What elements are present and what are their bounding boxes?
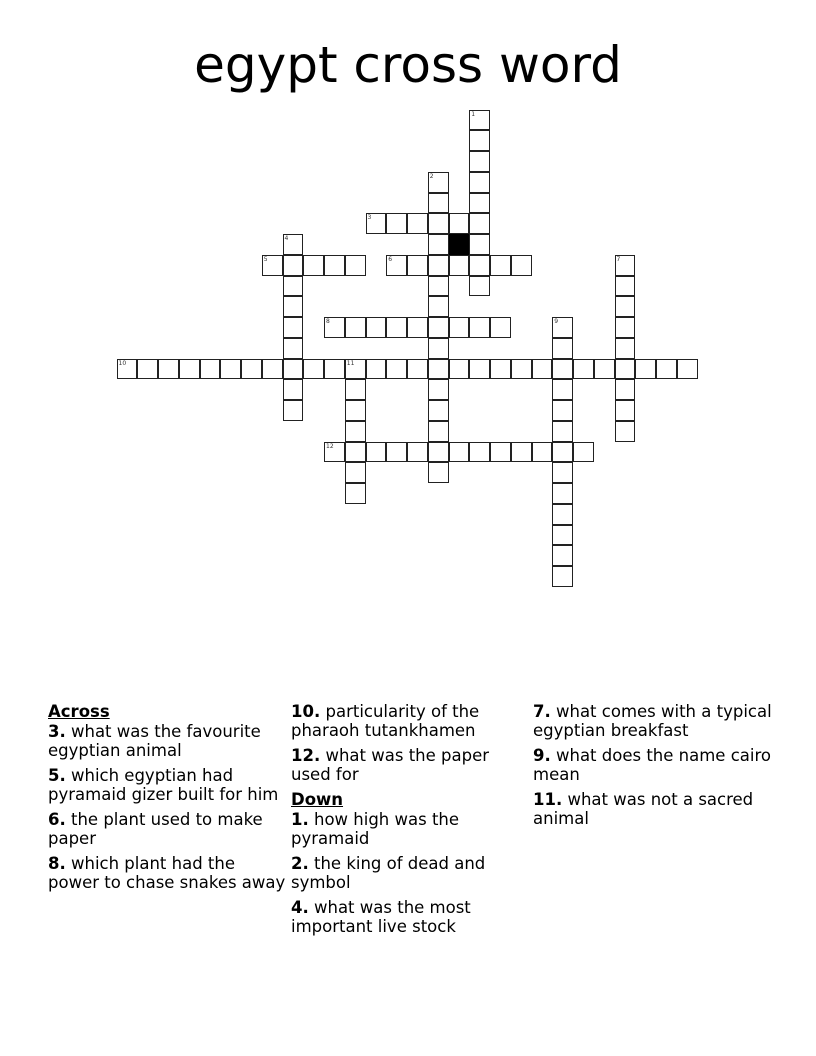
grid-cell[interactable]	[552, 462, 573, 483]
grid-cell[interactable]	[511, 255, 532, 276]
grid-cell[interactable]	[511, 359, 532, 380]
grid-cell[interactable]	[677, 359, 698, 380]
grid-cell[interactable]	[200, 359, 221, 380]
grid-cell[interactable]	[386, 442, 407, 463]
grid-cell[interactable]	[469, 359, 490, 380]
grid-cell[interactable]	[386, 255, 407, 276]
clue-text: the plant used to make paper	[48, 810, 263, 848]
clue-text: how high was the pyramaid	[291, 810, 460, 848]
grid-cell[interactable]	[511, 442, 532, 463]
grid-cell[interactable]	[366, 359, 387, 380]
grid-cell[interactable]	[283, 255, 304, 276]
grid-cell[interactable]	[469, 193, 490, 214]
clue-text: what was the paper used for	[291, 746, 490, 784]
grid-cell[interactable]	[303, 255, 324, 276]
clue-text: the king of dead and symbol	[291, 854, 486, 892]
grid-cell[interactable]	[407, 255, 428, 276]
grid-cell[interactable]	[552, 400, 573, 421]
clue-down-9	[533, 746, 773, 784]
grid-cell[interactable]	[345, 379, 366, 400]
grid-cell[interactable]	[552, 359, 573, 380]
grid-cell[interactable]	[428, 442, 449, 463]
grid-cell[interactable]	[490, 255, 511, 276]
grid-cell[interactable]	[262, 359, 283, 380]
clue-number: 5.	[48, 766, 66, 785]
grid-cell[interactable]	[283, 359, 304, 380]
clue-column-1	[48, 702, 288, 898]
cell-number: 6	[388, 255, 393, 263]
grid-cell[interactable]	[469, 151, 490, 172]
grid-cell[interactable]	[324, 255, 345, 276]
grid-cell[interactable]	[552, 338, 573, 359]
grid-cell[interactable]	[552, 421, 573, 442]
grid-cell[interactable]	[552, 525, 573, 546]
grid-cell[interactable]	[428, 193, 449, 214]
clue-across-6	[48, 810, 288, 848]
grid-cell[interactable]	[469, 130, 490, 151]
grid-cell[interactable]	[428, 338, 449, 359]
grid-cell[interactable]	[615, 379, 636, 400]
grid-cell[interactable]	[407, 213, 428, 234]
grid-cell[interactable]	[345, 400, 366, 421]
grid-cell[interactable]	[532, 442, 553, 463]
grid-cell[interactable]	[449, 255, 470, 276]
grid-cell[interactable]	[552, 317, 573, 338]
clue-across-10	[291, 702, 527, 740]
grid-cell[interactable]	[345, 317, 366, 338]
grid-cell[interactable]	[469, 276, 490, 297]
grid-cell[interactable]	[635, 359, 656, 380]
cell-number: 5	[263, 255, 268, 263]
grid-cell[interactable]	[552, 504, 573, 525]
clue-text: particularity of the pharaoh tutankhamen	[291, 702, 480, 740]
grid-cell[interactable]	[449, 213, 470, 234]
clue-number: 7.	[533, 702, 551, 721]
cell-number: 4	[284, 235, 289, 242]
grid-cell[interactable]	[469, 213, 490, 234]
clue-text: which egyptian had pyramaid gizer built for him	[48, 766, 279, 804]
grid-cell[interactable]	[428, 255, 449, 276]
clue-number: 9.	[533, 746, 551, 765]
grid-cell[interactable]	[615, 421, 636, 442]
grid-cell[interactable]	[428, 379, 449, 400]
grid-cell[interactable]	[615, 296, 636, 317]
clue-text: what was the favourite egyptian animal	[48, 722, 261, 760]
grid-cell[interactable]	[449, 317, 470, 338]
clue-column-2	[291, 702, 527, 942]
grid-cell[interactable]	[220, 359, 241, 380]
cell-number: 8	[326, 318, 330, 325]
grid-cell[interactable]	[552, 483, 573, 504]
clue-number: 12.	[291, 746, 321, 765]
grid-cell[interactable]	[490, 359, 511, 380]
grid-cell[interactable]	[615, 400, 636, 421]
grid-cell[interactable]	[428, 234, 449, 255]
grid-cell[interactable]	[573, 442, 594, 463]
across-heading: Across	[48, 702, 110, 721]
cell-number: 12	[326, 442, 334, 450]
grid-cell[interactable]	[386, 317, 407, 338]
grid-cell[interactable]	[469, 442, 490, 463]
grid-cell[interactable]	[428, 462, 449, 483]
clue-number: 6.	[48, 810, 66, 829]
grid-cell[interactable]	[283, 400, 304, 421]
grid-cell[interactable]	[552, 379, 573, 400]
grid-cell[interactable]	[428, 421, 449, 442]
clue-across-3	[48, 722, 288, 760]
grid-cell[interactable]	[407, 317, 428, 338]
clue-down-4	[291, 898, 527, 936]
grid-cell[interactable]	[407, 442, 428, 463]
grid-cell[interactable]	[594, 359, 615, 380]
grid-cell[interactable]	[345, 359, 366, 380]
grid-cell[interactable]	[449, 359, 470, 380]
grid-cell[interactable]	[615, 317, 636, 338]
clue-text: which plant had the power to chase snakes away	[48, 854, 286, 892]
grid-cell[interactable]	[552, 442, 573, 463]
grid-cell[interactable]	[469, 172, 490, 193]
down-heading: Down	[291, 790, 344, 809]
grid-cell[interactable]	[324, 442, 345, 463]
cell-number: 7	[616, 255, 621, 263]
clue-number: 2.	[291, 854, 309, 873]
clue-number: 4.	[291, 898, 309, 917]
clue-text: what comes with a typical egyptian breakfast	[533, 702, 772, 740]
grid-cell[interactable]	[117, 359, 138, 380]
grid-cell[interactable]	[303, 359, 324, 380]
grid-cell[interactable]	[615, 359, 636, 380]
grid-cell[interactable]	[552, 545, 573, 566]
clue-down-1	[291, 810, 527, 848]
cell-number: 1	[471, 110, 476, 118]
grid-cell[interactable]	[262, 255, 283, 276]
grid-cell[interactable]	[345, 255, 366, 276]
clue-across-8	[48, 854, 288, 892]
clue-across-12	[291, 746, 527, 784]
grid-cell[interactable]	[428, 213, 449, 234]
cell-number: 2	[429, 172, 434, 180]
cell-number: 9	[554, 318, 559, 325]
grid-cell[interactable]	[386, 359, 407, 380]
clue-number: 1.	[291, 810, 309, 829]
grid-cell[interactable]	[615, 276, 636, 297]
cell-number: 10	[118, 359, 127, 367]
clue-down-7	[533, 702, 773, 740]
grid-cell[interactable]	[532, 359, 553, 380]
grid-cell[interactable]	[283, 379, 304, 400]
grid-cell[interactable]	[428, 359, 449, 380]
grid-cell[interactable]	[345, 462, 366, 483]
grid-cell[interactable]	[158, 359, 179, 380]
grid-cell[interactable]	[283, 317, 304, 338]
grid-cell[interactable]	[366, 213, 387, 234]
clue-text: what was the most important live stock	[291, 898, 471, 936]
grid-cell[interactable]	[428, 296, 449, 317]
clue-number: 8.	[48, 854, 66, 873]
grid-cell[interactable]	[324, 317, 345, 338]
grid-cell[interactable]	[345, 442, 366, 463]
grid-cell[interactable]	[137, 359, 158, 380]
grid-cell[interactable]	[283, 296, 304, 317]
cell-number: 11	[346, 359, 355, 367]
clue-number: 3.	[48, 722, 66, 741]
clue-text: what does the name cairo mean	[533, 746, 771, 784]
grid-cell[interactable]	[615, 255, 636, 276]
grid-cell[interactable]	[469, 317, 490, 338]
grid-cell[interactable]	[386, 213, 407, 234]
grid-cell[interactable]	[179, 359, 200, 380]
grid-cell[interactable]	[283, 338, 304, 359]
clue-number: 11.	[533, 790, 563, 809]
grid-cell[interactable]	[469, 234, 490, 255]
grid-cell[interactable]	[490, 317, 511, 338]
grid-cell[interactable]	[407, 359, 428, 380]
grid-cell[interactable]	[469, 110, 490, 131]
clue-column-3	[533, 702, 773, 834]
grid-cell[interactable]	[366, 317, 387, 338]
clue-down-11	[533, 790, 773, 828]
grid-cell[interactable]	[656, 359, 677, 380]
grid-cell[interactable]	[428, 276, 449, 297]
clue-number: 10.	[291, 702, 321, 721]
cell-number: 3	[367, 214, 372, 222]
black-cell	[449, 234, 470, 255]
grid-cell[interactable]	[345, 421, 366, 442]
grid-cell[interactable]	[490, 442, 511, 463]
clue-down-2	[291, 854, 527, 892]
clue-text: what was not a sacred animal	[533, 790, 754, 828]
grid-cell[interactable]	[615, 338, 636, 359]
grid-cell[interactable]	[366, 442, 387, 463]
grid-cell[interactable]	[552, 566, 573, 587]
grid-cell[interactable]	[449, 442, 470, 463]
grid-cell[interactable]	[345, 483, 366, 504]
grid-cell[interactable]	[283, 276, 304, 297]
grid-cell[interactable]	[469, 255, 490, 276]
page-title: egypt cross word	[194, 36, 622, 94]
grid-cell[interactable]	[324, 359, 345, 380]
grid-cell[interactable]	[241, 359, 262, 380]
grid-cell[interactable]	[428, 172, 449, 193]
clue-across-5	[48, 766, 288, 804]
grid-cell[interactable]	[283, 234, 304, 255]
grid-cell[interactable]	[428, 400, 449, 421]
grid-cell[interactable]	[573, 359, 594, 380]
grid-cell[interactable]	[428, 317, 449, 338]
